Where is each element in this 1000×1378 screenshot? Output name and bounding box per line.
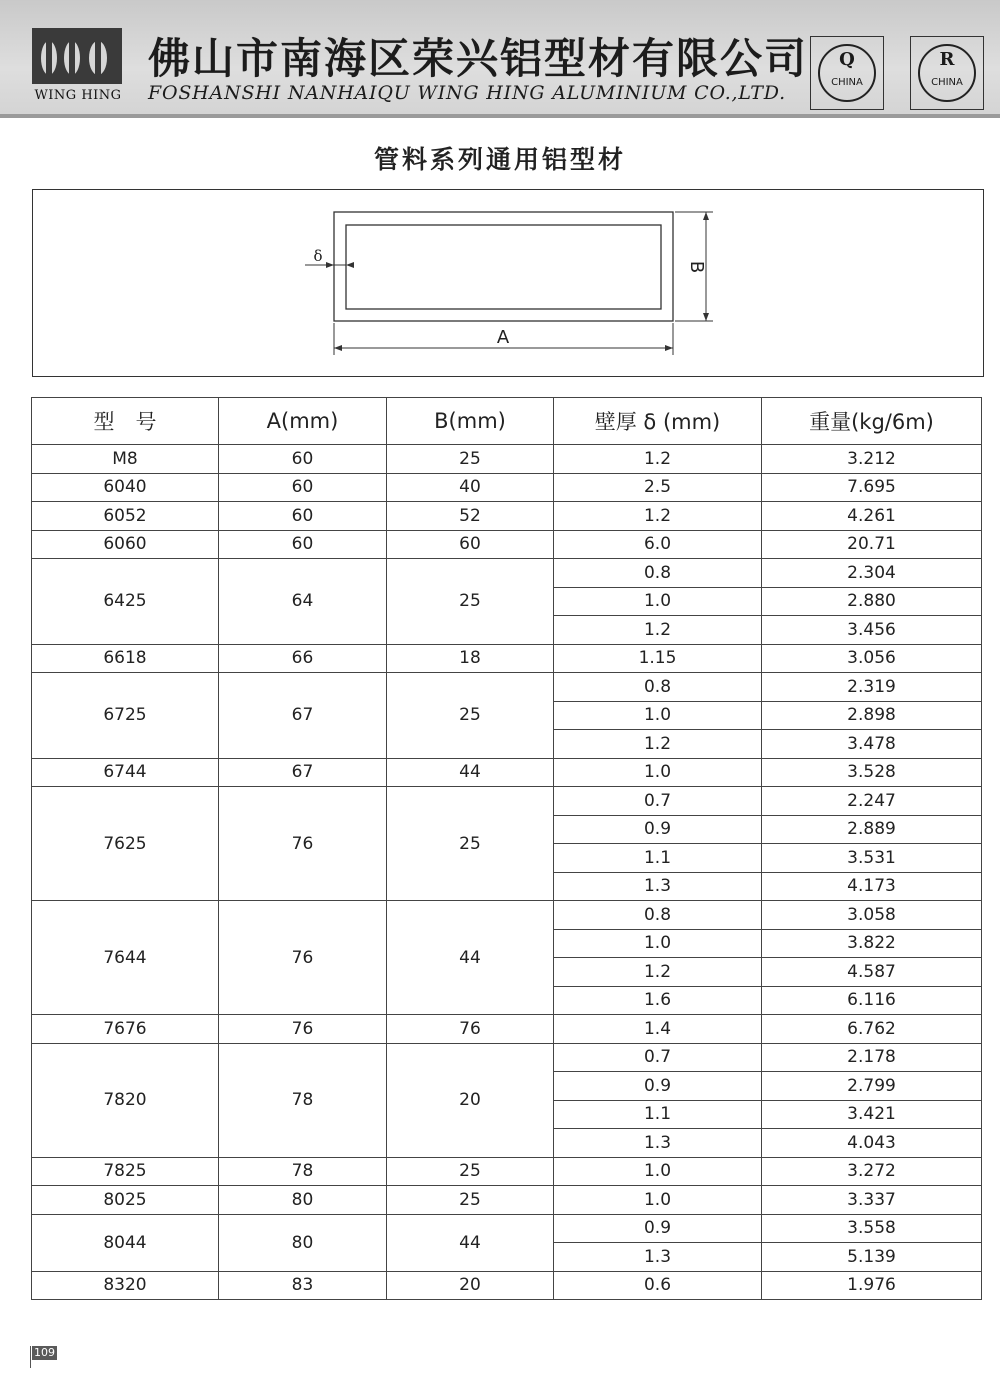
a-cell: 83 — [219, 1271, 387, 1300]
logo-text: WING HING — [34, 88, 122, 103]
table-row — [32, 559, 982, 588]
thickness-cell: 1.6 — [554, 986, 762, 1015]
thickness-cell: 0.9 — [554, 1072, 762, 1101]
thickness-cell: 0.8 — [554, 673, 762, 702]
table-row — [32, 530, 982, 559]
company-name-english: FOSHANSHI NANHAIQU WING HING ALUMINIUM CO.,LTD. — [148, 82, 786, 104]
weight-cell: 3.478 — [762, 730, 982, 759]
thickness-cell: 1.15 — [554, 644, 762, 673]
thickness-cell: 0.8 — [554, 559, 762, 588]
table-row — [32, 673, 982, 702]
a-cell: 60 — [219, 473, 387, 502]
b-cell: 20 — [387, 1043, 554, 1157]
profile-diagram — [32, 189, 984, 377]
page-edge-mark — [30, 1346, 31, 1368]
model-cell: 8044 — [32, 1214, 219, 1271]
weight-cell: 2.319 — [762, 673, 982, 702]
table-row — [32, 1186, 982, 1215]
model-cell: 7825 — [32, 1157, 219, 1186]
diagram-label-thickness: δ — [313, 247, 323, 265]
weight-cell: 3.212 — [762, 445, 982, 474]
weight-cell: 3.056 — [762, 644, 982, 673]
table-row — [32, 1043, 982, 1072]
certification-badge-r — [910, 36, 984, 110]
table-row — [32, 1157, 982, 1186]
a-cell: 76 — [219, 1015, 387, 1044]
weight-cell: 4.173 — [762, 872, 982, 901]
b-cell: 60 — [387, 530, 554, 559]
company-name-chinese: 佛山市南海区荣兴铝型材有限公司 — [148, 34, 809, 83]
thickness-cell: 1.0 — [554, 587, 762, 616]
table-header-row — [32, 398, 982, 445]
page-header — [0, 0, 1000, 118]
b-cell: 25 — [387, 1186, 554, 1215]
thickness-cell: 1.2 — [554, 616, 762, 645]
table-row — [32, 1271, 982, 1300]
thickness-cell: 1.2 — [554, 445, 762, 474]
model-cell: 7820 — [32, 1043, 219, 1157]
b-cell: 25 — [387, 787, 554, 901]
weight-cell: 6.762 — [762, 1015, 982, 1044]
header-model: 型 号 — [32, 398, 219, 445]
table-row — [32, 758, 982, 787]
model-cell: 6744 — [32, 758, 219, 787]
a-cell: 76 — [219, 901, 387, 1015]
model-cell: 6040 — [32, 473, 219, 502]
thickness-cell: 0.7 — [554, 787, 762, 816]
table-row — [32, 901, 982, 930]
badge-letter: R — [939, 49, 955, 70]
table-body — [32, 445, 982, 1300]
b-cell: 76 — [387, 1015, 554, 1044]
thickness-cell: 1.2 — [554, 958, 762, 987]
table-row — [32, 1214, 982, 1243]
a-cell: 60 — [219, 502, 387, 531]
thickness-cell: 0.7 — [554, 1043, 762, 1072]
thickness-cell: 1.3 — [554, 1243, 762, 1272]
rectangular-tube-diagram — [33, 190, 983, 376]
weight-cell: 3.272 — [762, 1157, 982, 1186]
weight-cell: 20.71 — [762, 530, 982, 559]
model-cell: 7676 — [32, 1015, 219, 1044]
model-cell: 6425 — [32, 559, 219, 645]
weight-cell: 2.247 — [762, 787, 982, 816]
thickness-cell: 1.1 — [554, 844, 762, 873]
diagram-label-width: A — [496, 327, 510, 348]
a-cell: 60 — [219, 445, 387, 474]
model-cell: 6618 — [32, 644, 219, 673]
weight-cell: 5.139 — [762, 1243, 982, 1272]
weight-cell: 2.898 — [762, 701, 982, 730]
weight-cell: 3.337 — [762, 1186, 982, 1215]
thickness-cell: 0.6 — [554, 1271, 762, 1300]
thickness-cell: 2.5 — [554, 473, 762, 502]
model-cell: 6725 — [32, 673, 219, 759]
b-cell: 25 — [387, 1157, 554, 1186]
model-cell: 8025 — [32, 1186, 219, 1215]
thickness-cell: 1.0 — [554, 1186, 762, 1215]
weight-cell: 6.116 — [762, 986, 982, 1015]
b-cell: 44 — [387, 758, 554, 787]
table-row — [32, 502, 982, 531]
model-cell: 7644 — [32, 901, 219, 1015]
weight-cell: 3.421 — [762, 1100, 982, 1129]
a-cell: 60 — [219, 530, 387, 559]
a-cell: 76 — [219, 787, 387, 901]
diagram-label-height: B — [686, 260, 707, 274]
a-cell: 78 — [219, 1043, 387, 1157]
page-number: 109 — [34, 1346, 55, 1359]
b-cell: 40 — [387, 473, 554, 502]
badge-letter: Q — [839, 49, 855, 70]
thickness-cell: 1.2 — [554, 502, 762, 531]
thickness-cell: 1.3 — [554, 1129, 762, 1158]
a-cell: 64 — [219, 559, 387, 645]
b-cell: 44 — [387, 901, 554, 1015]
weight-cell: 3.531 — [762, 844, 982, 873]
weight-cell: 4.587 — [762, 958, 982, 987]
b-cell: 20 — [387, 1271, 554, 1300]
header-thickness: 壁厚 δ (mm) — [554, 398, 762, 445]
thickness-cell: 1.3 — [554, 872, 762, 901]
thickness-cell: 1.0 — [554, 929, 762, 958]
a-cell: 67 — [219, 673, 387, 759]
table-row — [32, 1015, 982, 1044]
table-row — [32, 473, 982, 502]
weight-cell: 4.043 — [762, 1129, 982, 1158]
weight-cell: 4.261 — [762, 502, 982, 531]
thickness-cell: 0.8 — [554, 901, 762, 930]
b-cell: 18 — [387, 644, 554, 673]
page-title: 管料系列通用铝型材 — [373, 145, 626, 174]
weight-cell: 3.822 — [762, 929, 982, 958]
weight-cell: 3.456 — [762, 616, 982, 645]
header-b: B(mm) — [387, 398, 554, 445]
certification-badge-q — [810, 36, 884, 110]
thickness-cell: 1.0 — [554, 758, 762, 787]
model-cell: 6052 — [32, 502, 219, 531]
b-cell: 44 — [387, 1214, 554, 1271]
thickness-cell: 1.1 — [554, 1100, 762, 1129]
a-cell: 80 — [219, 1214, 387, 1271]
thickness-cell: 1.4 — [554, 1015, 762, 1044]
weight-cell: 3.528 — [762, 758, 982, 787]
table-row — [32, 644, 982, 673]
model-cell: 8320 — [32, 1271, 219, 1300]
specification-table — [31, 397, 982, 1300]
header-weight: 重量(kg/6m) — [762, 398, 982, 445]
weight-cell: 3.558 — [762, 1214, 982, 1243]
weight-cell: 1.976 — [762, 1271, 982, 1300]
thickness-cell: 1.0 — [554, 1157, 762, 1186]
model-cell: 7625 — [32, 787, 219, 901]
thickness-cell: 6.0 — [554, 530, 762, 559]
b-cell: 25 — [387, 445, 554, 474]
a-cell: 78 — [219, 1157, 387, 1186]
thickness-cell: 1.0 — [554, 701, 762, 730]
weight-cell: 2.799 — [762, 1072, 982, 1101]
badge-country: CHINA — [831, 77, 863, 88]
thickness-cell: 1.2 — [554, 730, 762, 759]
a-cell: 66 — [219, 644, 387, 673]
weight-cell: 3.058 — [762, 901, 982, 930]
weight-cell: 2.889 — [762, 815, 982, 844]
b-cell: 52 — [387, 502, 554, 531]
weight-cell: 7.695 — [762, 473, 982, 502]
thickness-cell: 0.9 — [554, 1214, 762, 1243]
table-row — [32, 445, 982, 474]
model-cell: M8 — [32, 445, 219, 474]
b-cell: 25 — [387, 673, 554, 759]
weight-cell: 2.304 — [762, 559, 982, 588]
weight-cell: 2.880 — [762, 587, 982, 616]
header-a: A(mm) — [219, 398, 387, 445]
table-row — [32, 787, 982, 816]
weight-cell: 2.178 — [762, 1043, 982, 1072]
b-cell: 25 — [387, 559, 554, 645]
thickness-cell: 0.9 — [554, 815, 762, 844]
a-cell: 80 — [219, 1186, 387, 1215]
badge-country: CHINA — [931, 77, 963, 88]
a-cell: 67 — [219, 758, 387, 787]
model-cell: 6060 — [32, 530, 219, 559]
